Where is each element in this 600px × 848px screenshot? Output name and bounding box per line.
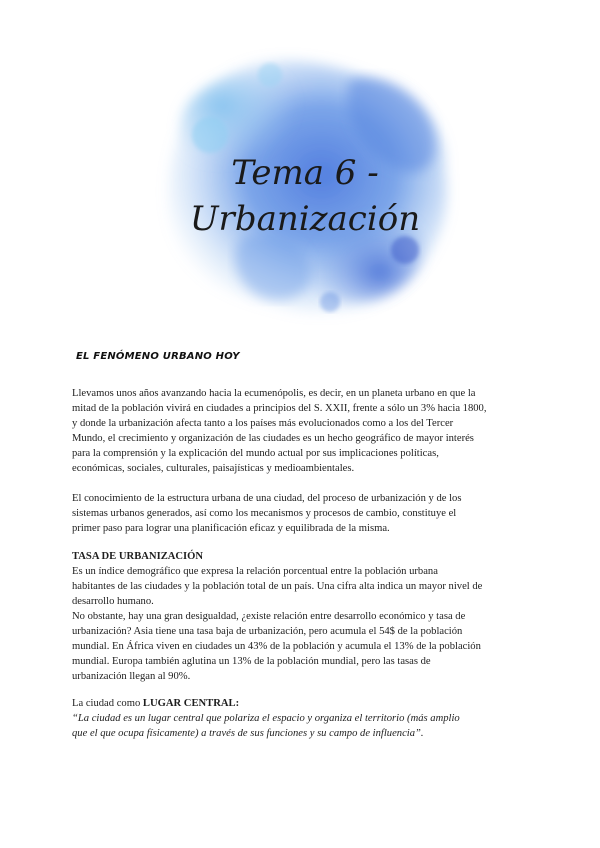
- tasa-analysis-line: urbanización llegan al 90%.: [72, 671, 191, 682]
- page-title: [140, 150, 470, 242]
- tasa-analysis-line: urbanización? Asia tiene una tasa baja de urbanización, pero acumula el 54$ de la población: [72, 626, 463, 637]
- tasa-analysis-line: No obstante, hay una gran desigualdad, ¿existe relación entre desarrollo económico y tasa de: [72, 611, 466, 622]
- tasa-definition-line: habitantes de las ciudades y la población total de un país. Una cifra alta indica un mayor nivel de: [72, 581, 483, 592]
- tasa-definition: [72, 564, 532, 609]
- tasa-heading: TASA DE URBANIZACIÓN: [72, 551, 204, 562]
- lugar-central-quote: [72, 711, 532, 741]
- tasa-definition-line: desarrollo humano.: [72, 596, 154, 607]
- tasa-analysis-line: mundial. Europa también aglutina un 13% de la población mundial, pero las tasas de: [72, 656, 431, 667]
- tasa-analysis-line: mundial. En África viven en ciudades un 43% de la población y acumula el 13% de la población: [72, 641, 481, 652]
- intro-line: y donde la urbanización afecta tanto a los países más evolucionados como a los del Tercer: [72, 418, 454, 429]
- title-line-1: Tema 6 -: [231, 153, 379, 193]
- intro-line: Mundo, el crecimiento y organización de las ciudades es un hecho geográfico de mayor interés: [72, 433, 474, 444]
- intro-line: mitad de la población vivirá en ciudades a principios del S. XXII, frente a sólo un 3% hacia 1800,: [72, 403, 487, 414]
- intro-paragraph: [72, 386, 532, 476]
- quote-line: que el que ocupa físicamente) a través de sus funciones y su campo de influencia”.: [72, 728, 424, 739]
- lugar-central-heading-bold: LUGAR CENTRAL:: [142, 698, 240, 709]
- tasa-definition-line: Es un índice demográfico que expresa la relación porcentual entre la población urbana: [72, 566, 438, 577]
- section-heading: EL FENÓMENO URBANO HOY: [76, 351, 240, 362]
- structure-line: primer paso para lograr una planificación eficaz y equilibrada de la misma.: [72, 523, 390, 534]
- document-body: [72, 386, 532, 741]
- structure-line: El conocimiento de la estructura urbana de una ciudad, del proceso de urbanización y de los: [72, 493, 462, 504]
- quote-line: “La ciudad es un lugar central que polariza el espacio y organiza el territorio (más amplio: [72, 713, 460, 724]
- lugar-central-heading: [72, 696, 532, 711]
- tasa-analysis: [72, 609, 532, 684]
- intro-line: para la comprensión y la explicación del mundo actual por sus implicaciones políticas,: [72, 448, 439, 459]
- structure-paragraph: [72, 491, 532, 536]
- structure-line: sistemas urbanos generados, así como los mecanismos y procesos de cambio, constituye el: [72, 508, 457, 519]
- title-line-2: Urbanización: [189, 199, 421, 239]
- intro-line: económicas, sociales, culturales, paisajísticas y medioambientales.: [72, 463, 355, 474]
- lugar-central-heading-prefix: La ciudad como: [72, 698, 143, 709]
- intro-line: Llevamos unos años avanzando hacia la ecumenópolis, es decir, en un planeta urbano en que la: [72, 388, 476, 399]
